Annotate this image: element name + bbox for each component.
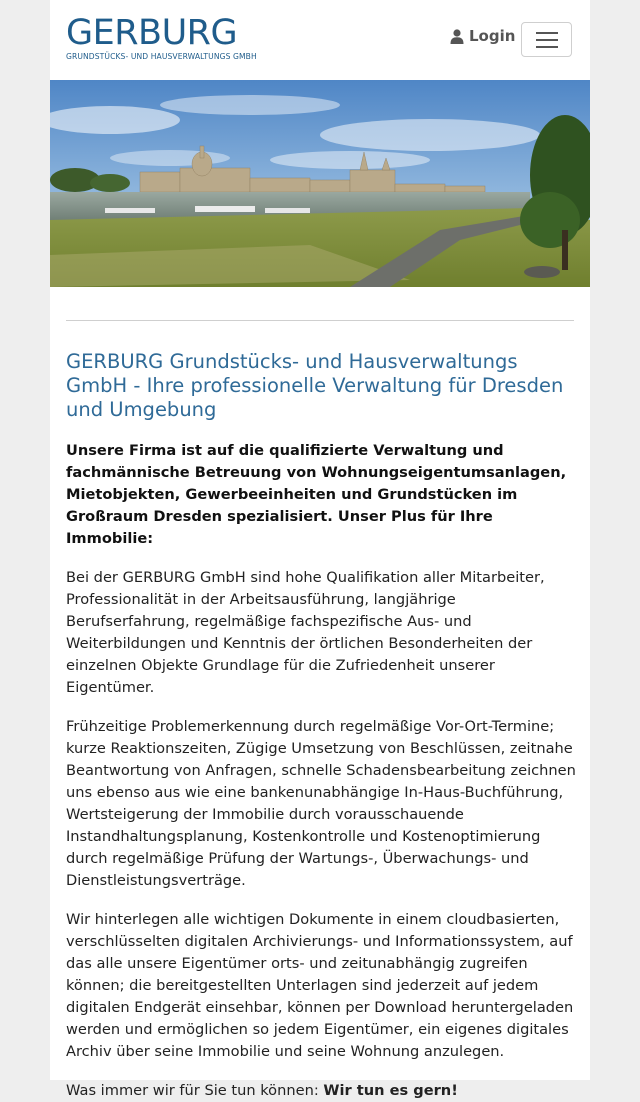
menu-toggle-button[interactable]: [521, 22, 572, 57]
page-title: GERBURG Grundstücks- und Hausverwaltungs GmbH - Ihre professionelle Verwaltung für Dresden und Umgebung: [66, 350, 564, 421]
closing-paragraph: [66, 1080, 576, 1102]
hamburger-icon-bar: [536, 39, 558, 41]
body-paragraph: Bei der GERBURG GmbH sind hohe Qualifikation aller Mitarbeiter, Professionalität in der Arbeitsausführung, langjährige Berufserfahrung, regelmäßige fachspezifische Aus- und Weiterbildungen und Kenntnis der örtlichen Besonderheiten der einzelnen Objekte Grundlage für die Zufriedenheit unserer Eigentümer.: [66, 569, 545, 696]
logo-tagline: GRUNDSTÜCKS- UND HAUSVERWALTUNGS GMBH: [66, 52, 257, 61]
lead-paragraph: Unsere Firma ist auf die qualifizierte Verwaltung und fachmännische Betreuung von Wohnungseigentumsanlagen, Mietobjekten, Gewerbeeinheiten und Grundstücken im Großraum Dresden spezialisiert. Unser Plus für Ihre Immobilie:: [66, 442, 567, 547]
page-container: [50, 0, 590, 1099]
main-content: [66, 350, 576, 1102]
hamburger-icon-bar: [536, 46, 558, 48]
dresden-skyline-photo: [50, 80, 590, 287]
body-paragraph: Wir hinterlegen alle wichtigen Dokumente in einem cloudbasierten, verschlüsselten digitalen Archivierungs- und Informationssystem, auf das alle unsere Eigentümer orts- und zeitunabhängig zugreifen können; die bereitgestellten Unterlagen sind jederzeit auf jedem digitalen Endgerät einsehbar, können per Download heruntergeladen werden und ermöglichen so jedem Eigentümer, ein eigenes digitales Archiv über seine Immobilie und seine Wohnung anzulegen.: [66, 911, 574, 1060]
divider: [66, 320, 574, 321]
logo[interactable]: [66, 14, 257, 61]
closing-emphasis: Wir tun es gern!: [323, 1082, 458, 1099]
login-link[interactable]: [450, 27, 515, 45]
hero-image: [50, 80, 590, 287]
closing-text: Was immer wir für Sie tun können:: [66, 1082, 324, 1099]
user-icon: [450, 29, 464, 44]
logo-wordmark: GERBURG: [66, 13, 238, 53]
hamburger-icon: [536, 32, 558, 34]
site-header: [50, 0, 590, 80]
body-paragraph: Frühzeitige Problemerkennung durch regelmäßige Vor-Ort-Termine; kurze Reaktionszeiten, Zügige Umsetzung von Beschlüssen, zeitnahe Beantwortung von Anfragen, schnelle Schadensbearbeitung zeichnen uns ebenso aus wie eine bankenunabhängige In-Haus-Buchführung, Wertsteigerung der Immobilie durch vorausschauende Instandhaltungsplanung, Kostenkontrolle und Kostenoptimierung durch regelmäßige Prüfung der Wartungs-, Überwachungs- und Dienstleistungsverträge.: [66, 718, 576, 889]
login-label: Login: [469, 27, 516, 45]
